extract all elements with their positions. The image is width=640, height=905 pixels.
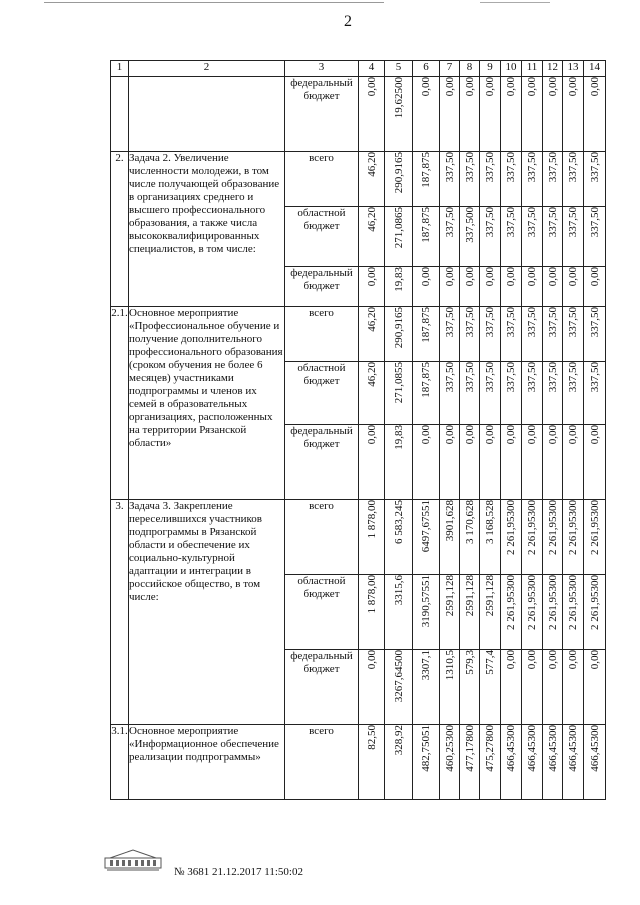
value-text: 0,00 <box>365 77 378 97</box>
value-text: 271,0865 <box>392 207 405 249</box>
value-text: 0,00 <box>420 267 432 287</box>
value-text: 187,875 <box>420 152 432 188</box>
value-text: 579,3 <box>463 650 476 675</box>
value-text: 337,50 <box>505 152 517 183</box>
value-text: 3 170,628 <box>463 500 476 544</box>
value-text: 271,0855 <box>392 362 405 404</box>
value-cell <box>543 575 563 650</box>
value-cell <box>359 152 385 207</box>
value-text: 0,00 <box>443 77 456 97</box>
column-header: 4 <box>359 61 385 77</box>
value-cell <box>413 77 440 152</box>
value-cell <box>501 77 522 152</box>
row-number <box>111 77 129 152</box>
page-number: 2 <box>344 13 352 30</box>
value-cell <box>359 425 385 500</box>
value-cell <box>413 425 440 500</box>
value-text: 0,00 <box>567 267 579 287</box>
value-cell <box>385 725 413 800</box>
column-header: 6 <box>413 61 440 77</box>
value-cell <box>563 650 584 725</box>
value-text: 0,00 <box>567 650 579 670</box>
value-text: 337,50 <box>443 152 456 183</box>
column-header: 11 <box>522 61 543 77</box>
value-text: 0,00 <box>505 425 517 445</box>
value-text: 577,4 <box>484 650 496 675</box>
value-text: 0,00 <box>588 267 601 287</box>
value-text: 466,45300 <box>505 725 517 772</box>
value-cell <box>543 267 563 307</box>
value-cell <box>543 500 563 575</box>
value-cell <box>460 307 480 362</box>
value-cell <box>385 267 413 307</box>
value-text: 337,50 <box>588 207 601 238</box>
value-cell <box>522 207 543 267</box>
row-number: 2. <box>111 152 129 307</box>
value-text: 477,17800 <box>463 725 476 772</box>
value-text: 2591,128 <box>463 575 476 617</box>
value-cell <box>563 425 584 500</box>
row-description <box>129 77 285 152</box>
value-cell <box>522 725 543 800</box>
table-row <box>111 77 606 152</box>
value-cell <box>563 307 584 362</box>
column-header: 7 <box>440 61 460 77</box>
value-text: 0,00 <box>546 425 559 445</box>
value-text: 337,500 <box>463 207 476 243</box>
value-text: 2 261,95300 <box>546 500 559 555</box>
value-text: 0,00 <box>365 650 378 670</box>
value-cell <box>584 77 606 152</box>
value-cell <box>460 267 480 307</box>
value-text: 2 261,95300 <box>526 500 538 555</box>
funding-source: федеральный бюджет <box>285 267 359 307</box>
column-header: 1 <box>111 61 129 77</box>
value-cell <box>480 500 501 575</box>
column-header: 9 <box>480 61 501 77</box>
column-header: 2 <box>129 61 285 77</box>
value-cell <box>584 500 606 575</box>
budget-table <box>110 60 606 800</box>
value-cell <box>584 650 606 725</box>
value-text: 0,00 <box>505 77 517 97</box>
value-text: 466,45300 <box>546 725 559 772</box>
value-cell <box>522 500 543 575</box>
value-text: 337,50 <box>484 362 496 393</box>
value-cell <box>501 425 522 500</box>
value-text: 337,50 <box>505 362 517 393</box>
value-cell <box>563 152 584 207</box>
value-cell <box>543 362 563 425</box>
value-cell <box>480 307 501 362</box>
value-text: 82,50 <box>365 725 378 750</box>
value-cell <box>501 307 522 362</box>
value-cell <box>480 425 501 500</box>
value-text: 3315,6 <box>392 575 405 606</box>
value-text: 46,20 <box>365 307 378 332</box>
value-text: 2 261,95300 <box>588 575 601 630</box>
value-cell <box>522 425 543 500</box>
table-row <box>111 725 606 800</box>
value-text: 19,83 <box>392 425 405 450</box>
value-text: 337,50 <box>567 207 579 238</box>
value-cell <box>385 650 413 725</box>
value-text: 475,27800 <box>484 725 496 772</box>
value-text: 0,00 <box>420 77 432 97</box>
value-text: 337,50 <box>588 362 601 393</box>
value-text: 0,00 <box>546 650 559 670</box>
value-cell <box>480 267 501 307</box>
value-text: 19,83 <box>392 267 405 292</box>
value-cell <box>440 152 460 207</box>
value-text: 337,50 <box>526 152 538 183</box>
value-cell <box>480 207 501 267</box>
value-cell <box>501 207 522 267</box>
row-description: Задача 2. Увеличение численности молодежи, в том числе получающей образование в организациях среднего и высшего профессионального образования, а также числа высококвалифицированных специалистов, в том числе: <box>129 152 285 307</box>
value-cell <box>522 650 543 725</box>
value-text: 0,00 <box>463 425 476 445</box>
column-header: 8 <box>460 61 480 77</box>
value-text: 0,00 <box>365 267 378 287</box>
value-cell <box>480 575 501 650</box>
value-text: 337,50 <box>588 152 601 183</box>
value-cell <box>413 362 440 425</box>
value-cell <box>440 207 460 267</box>
value-text: 46,20 <box>365 152 378 177</box>
value-cell <box>440 575 460 650</box>
value-cell <box>563 362 584 425</box>
value-cell <box>460 77 480 152</box>
value-cell <box>584 362 606 425</box>
value-text: 337,50 <box>484 207 496 238</box>
value-cell <box>385 307 413 362</box>
value-text: 6497,67551 <box>420 500 432 553</box>
value-text: 0,00 <box>588 77 601 97</box>
value-cell <box>440 362 460 425</box>
funding-source: федеральный бюджет <box>285 425 359 500</box>
value-text: 337,50 <box>443 307 456 338</box>
registry-stamp-icon <box>104 848 162 872</box>
value-text: 0,00 <box>484 77 496 97</box>
value-text: 337,50 <box>484 307 496 338</box>
value-cell <box>413 307 440 362</box>
value-cell <box>460 575 480 650</box>
value-cell <box>440 500 460 575</box>
value-text: 290,9165 <box>392 152 405 194</box>
value-text: 0,00 <box>526 267 538 287</box>
value-cell <box>413 207 440 267</box>
row-description: Задача 3. Закрепление переселившихся участников подпрограммы в Рязанской области и обеспечение их социально-культурной адаптации и интеграции в российское общество, в том числе: <box>129 500 285 725</box>
value-cell <box>413 650 440 725</box>
value-cell <box>413 725 440 800</box>
value-text: 337,50 <box>526 362 538 393</box>
value-text: 0,00 <box>484 267 496 287</box>
value-cell <box>584 575 606 650</box>
value-cell <box>385 425 413 500</box>
column-header: 14 <box>584 61 606 77</box>
value-cell <box>460 152 480 207</box>
funding-source: областной бюджет <box>285 207 359 267</box>
value-cell <box>563 575 584 650</box>
value-text: 3 168,528 <box>484 500 496 544</box>
value-cell <box>359 362 385 425</box>
row-number: 2.1. <box>111 307 129 500</box>
value-cell <box>440 307 460 362</box>
value-cell <box>584 425 606 500</box>
value-cell <box>543 207 563 267</box>
value-text: 337,50 <box>505 207 517 238</box>
value-text: 2 261,95300 <box>588 500 601 555</box>
value-text: 337,50 <box>484 152 496 183</box>
value-text: 3190,57551 <box>420 575 432 628</box>
value-cell <box>440 77 460 152</box>
value-text: 0,00 <box>588 650 601 670</box>
value-text: 0,00 <box>365 425 378 445</box>
value-text: 2591,128 <box>443 575 456 617</box>
value-text: 187,875 <box>420 362 432 398</box>
value-text: 0,00 <box>588 425 601 445</box>
value-text: 2 261,95300 <box>567 575 579 630</box>
value-cell <box>385 500 413 575</box>
funding-source: всего <box>285 500 359 575</box>
value-cell <box>385 362 413 425</box>
value-text: 0,00 <box>443 425 456 445</box>
value-text: 466,45300 <box>567 725 579 772</box>
value-text: 187,875 <box>420 307 432 343</box>
value-cell <box>413 575 440 650</box>
value-text: 466,45300 <box>526 725 538 772</box>
value-text: 337,50 <box>567 152 579 183</box>
value-text: 1310,5 <box>443 650 456 681</box>
value-text: 337,50 <box>505 307 517 338</box>
value-cell <box>584 267 606 307</box>
column-header: 12 <box>543 61 563 77</box>
value-text: 0,00 <box>567 425 579 445</box>
value-text: 0,00 <box>420 425 432 445</box>
value-cell <box>359 207 385 267</box>
column-header: 3 <box>285 61 359 77</box>
value-cell <box>359 725 385 800</box>
value-text: 0,00 <box>526 77 538 97</box>
value-text: 337,50 <box>546 362 559 393</box>
value-text: 460,25300 <box>443 725 456 772</box>
value-text: 328,92 <box>392 725 405 756</box>
value-text: 337,50 <box>546 307 559 338</box>
value-cell <box>584 152 606 207</box>
value-text: 337,50 <box>546 152 559 183</box>
value-cell <box>460 362 480 425</box>
value-text: 466,45300 <box>588 725 601 772</box>
value-cell <box>543 650 563 725</box>
value-text: 0,00 <box>526 650 538 670</box>
value-text: 0,00 <box>505 267 517 287</box>
value-cell <box>543 425 563 500</box>
value-cell <box>501 362 522 425</box>
value-cell <box>460 650 480 725</box>
value-cell <box>584 725 606 800</box>
value-cell <box>501 267 522 307</box>
value-text: 2 261,95300 <box>567 500 579 555</box>
value-cell <box>522 307 543 362</box>
value-cell <box>563 725 584 800</box>
table-row <box>111 500 606 575</box>
value-text: 0,00 <box>463 77 476 97</box>
value-text: 46,20 <box>365 362 378 387</box>
registration-footer: № 3681 21.12.2017 11:50:02 <box>174 866 303 878</box>
value-cell <box>543 152 563 207</box>
value-cell <box>501 650 522 725</box>
scan-top-line <box>44 2 384 3</box>
value-cell <box>359 267 385 307</box>
value-cell <box>480 152 501 207</box>
value-text: 2 261,95300 <box>546 575 559 630</box>
value-cell <box>522 267 543 307</box>
value-cell <box>480 77 501 152</box>
value-cell <box>440 267 460 307</box>
funding-source: федеральный бюджет <box>285 77 359 152</box>
value-text: 0,00 <box>463 267 476 287</box>
value-text: 337,50 <box>588 307 601 338</box>
value-cell <box>563 267 584 307</box>
value-text: 0,00 <box>505 650 517 670</box>
value-cell <box>359 77 385 152</box>
value-text: 3267,64500 <box>392 650 405 703</box>
value-text: 337,50 <box>567 362 579 393</box>
value-cell <box>385 207 413 267</box>
value-text: 337,50 <box>526 307 538 338</box>
funding-source: федеральный бюджет <box>285 650 359 725</box>
value-text: 0,00 <box>567 77 579 97</box>
value-text: 0,00 <box>546 77 559 97</box>
value-text: 3901,628 <box>443 500 456 542</box>
value-text: 0,00 <box>484 425 496 445</box>
table-row <box>111 152 606 207</box>
value-cell <box>460 500 480 575</box>
value-cell <box>543 725 563 800</box>
value-cell <box>385 575 413 650</box>
value-cell <box>480 362 501 425</box>
value-text: 2 261,95300 <box>505 575 517 630</box>
value-cell <box>480 650 501 725</box>
value-text: 0,00 <box>526 425 538 445</box>
value-text: 3307,1 <box>420 650 432 681</box>
row-description: Основное мероприятие «Профессиональное обучение и получение дополнительного профессионального образования (сроком обучения не более 6 месяцев) участниками подпрограммы и членов их семей в образовательных организациях, расположенных на территории Рязанской области» <box>129 307 285 500</box>
table-row <box>111 307 606 362</box>
value-text: 337,50 <box>546 207 559 238</box>
value-text: 482,75051 <box>420 725 432 772</box>
value-cell <box>522 575 543 650</box>
value-cell <box>440 425 460 500</box>
value-cell <box>480 725 501 800</box>
value-text: 0,00 <box>443 267 456 287</box>
value-cell <box>413 500 440 575</box>
value-text: 1 878,00 <box>365 575 378 614</box>
value-text: 1 878,00 <box>365 500 378 539</box>
column-header: 13 <box>563 61 584 77</box>
value-text: 337,50 <box>567 307 579 338</box>
value-cell <box>543 77 563 152</box>
value-text: 2 261,95300 <box>505 500 517 555</box>
value-text: 2 261,95300 <box>526 575 538 630</box>
value-text: 337,50 <box>463 362 476 393</box>
value-cell <box>359 650 385 725</box>
value-cell <box>563 500 584 575</box>
value-text: 2591,128 <box>484 575 496 617</box>
value-cell <box>522 152 543 207</box>
value-cell <box>359 307 385 362</box>
value-cell <box>522 77 543 152</box>
value-cell <box>501 575 522 650</box>
value-text: 0,00 <box>546 267 559 287</box>
value-cell <box>584 307 606 362</box>
value-cell <box>501 500 522 575</box>
value-cell <box>584 207 606 267</box>
row-number: 3.1. <box>111 725 129 800</box>
scan-top-line-right <box>480 2 550 3</box>
value-cell <box>385 152 413 207</box>
value-text: 6 583,245 <box>392 500 405 544</box>
value-cell <box>440 650 460 725</box>
value-cell <box>385 77 413 152</box>
row-description: Основное мероприятие «Информационное обеспечение реализации подпрограммы» <box>129 725 285 800</box>
value-text: 290,9165 <box>392 307 405 349</box>
value-cell <box>501 725 522 800</box>
value-cell <box>359 500 385 575</box>
value-cell <box>563 207 584 267</box>
funding-source: всего <box>285 307 359 362</box>
value-text: 187,875 <box>420 207 432 243</box>
column-header: 10 <box>501 61 522 77</box>
funding-source: всего <box>285 152 359 207</box>
value-cell <box>460 425 480 500</box>
value-cell <box>522 362 543 425</box>
funding-source: всего <box>285 725 359 800</box>
value-cell <box>563 77 584 152</box>
value-text: 337,50 <box>443 362 456 393</box>
value-cell <box>460 207 480 267</box>
value-cell <box>543 307 563 362</box>
value-text: 337,50 <box>526 207 538 238</box>
value-cell <box>460 725 480 800</box>
value-cell <box>413 152 440 207</box>
value-cell <box>413 267 440 307</box>
value-text: 337,50 <box>463 307 476 338</box>
row-number: 3. <box>111 500 129 725</box>
value-text: 337,50 <box>443 207 456 238</box>
value-cell <box>440 725 460 800</box>
column-header: 5 <box>385 61 413 77</box>
value-text: 46,20 <box>365 207 378 232</box>
value-text: 337,50 <box>463 152 476 183</box>
value-cell <box>359 575 385 650</box>
funding-source: областной бюджет <box>285 575 359 650</box>
value-text: 19,62500 <box>392 77 405 119</box>
header-row <box>111 61 606 77</box>
value-cell <box>501 152 522 207</box>
funding-source: областной бюджет <box>285 362 359 425</box>
